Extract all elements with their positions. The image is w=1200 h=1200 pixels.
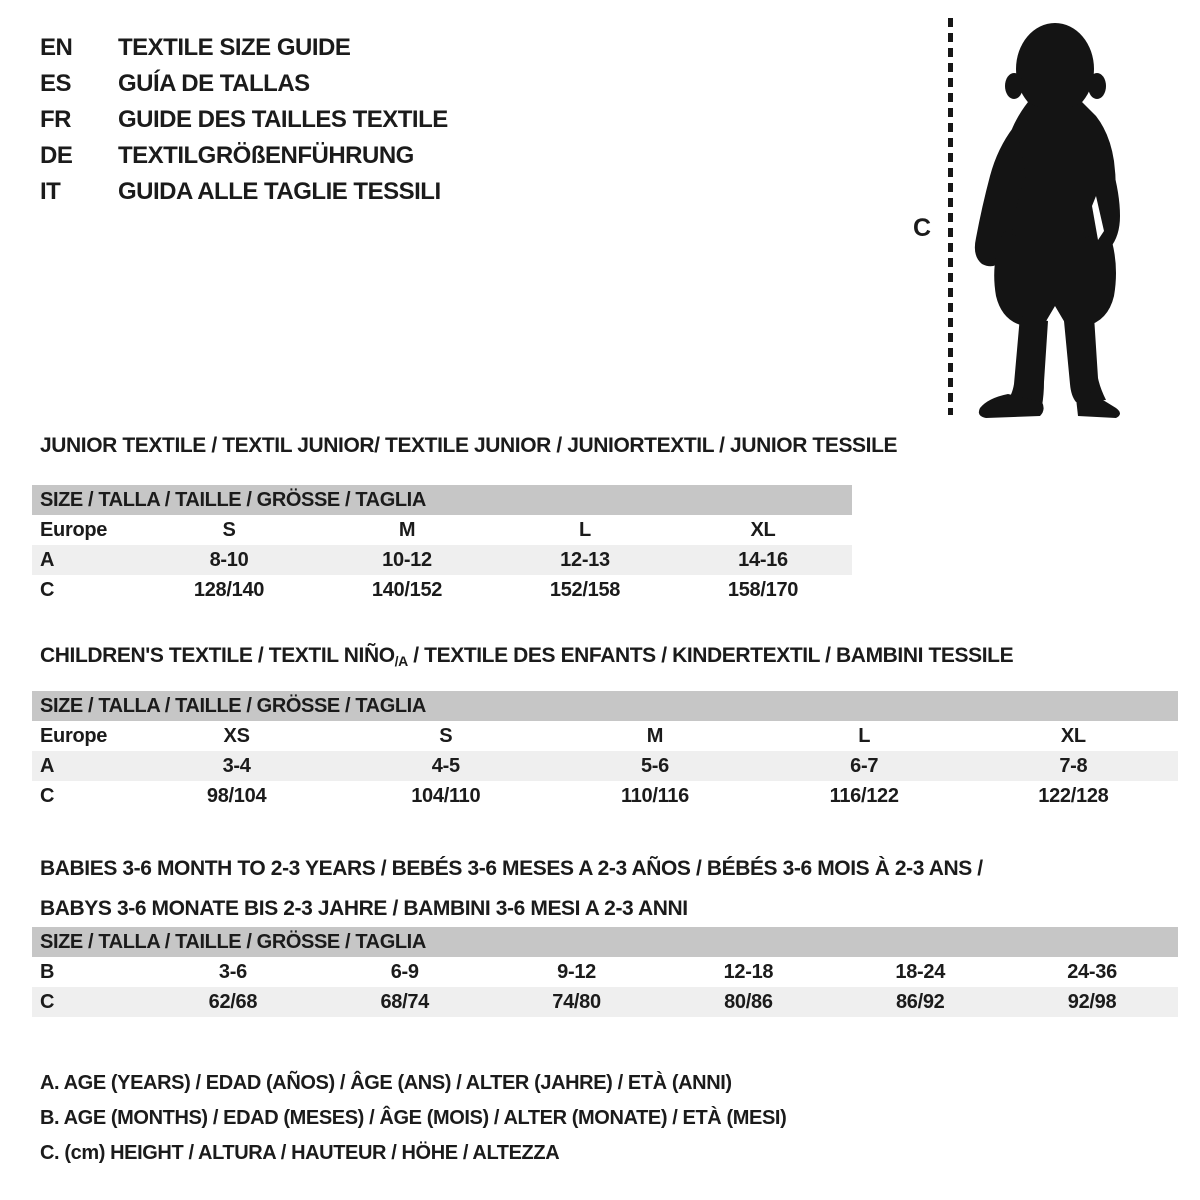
- language-title: TEXTILE SIZE GUIDE: [118, 34, 351, 61]
- table-row: [32, 575, 852, 605]
- table-row: [32, 987, 1178, 1017]
- language-title: GUÍA DE TALLAS: [118, 70, 310, 97]
- language-code: IT: [40, 178, 61, 205]
- height-measure-dashed-line: [948, 18, 953, 415]
- children-section-title: [40, 644, 1013, 668]
- legend-line-a: A. AGE (YEARS) / EDAD (AÑOS) / ÂGE (ANS) / ALTER (JAHRE) / ETÀ (ANNI): [40, 1072, 732, 1094]
- size-value-cell: XS: [223, 724, 250, 747]
- height-measure-label: C: [913, 214, 932, 242]
- size-value-cell: 158/170: [727, 578, 799, 601]
- size-value-cell: L: [858, 724, 871, 747]
- size-header-cell: SIZE / TALLA / TAILLE / GRÖSSE / TAGLIA: [32, 691, 1178, 721]
- size-value-cell: 3-4: [132, 751, 341, 781]
- language-code: DE: [40, 142, 73, 169]
- table-row: [32, 781, 1178, 811]
- size-value-cell: 74/80: [491, 987, 663, 1017]
- table-row: [32, 515, 852, 545]
- language-code: ES: [40, 70, 72, 97]
- legend-line-b: B. AGE (MONTHS) / EDAD (MESES) / ÂGE (MOIS) / ALTER (MONATE) / ETÀ (MESI): [40, 1107, 787, 1129]
- size-value-cell: S: [222, 518, 236, 541]
- size-value-cell: 140/152: [371, 578, 443, 601]
- language-code: FR: [40, 106, 71, 133]
- language-title: GUIDA ALLE TAGLIE TESSILI: [118, 178, 441, 205]
- row-label-cell: A: [32, 751, 132, 781]
- size-value-cell: 12-18: [723, 960, 774, 983]
- babies-section-title: [40, 849, 983, 929]
- row-label-cell: B: [40, 960, 55, 983]
- size-value-cell: 80/86: [662, 987, 834, 1017]
- measurement-legend: [40, 1066, 786, 1171]
- size-value-cell: 8-10: [140, 545, 318, 575]
- junior-section-title: JUNIOR TEXTILE / TEXTIL JUNIOR/ TEXTILE JUNIOR / JUNIORTEXTIL / JUNIOR TESSILE: [40, 434, 898, 457]
- table-row: [32, 751, 1178, 781]
- language-row-de: [40, 138, 448, 174]
- language-row-es: [40, 66, 448, 102]
- language-row-it: [40, 174, 448, 210]
- size-value-cell: 10-12: [318, 545, 496, 575]
- baby-silhouette-icon: [958, 16, 1148, 418]
- language-row-en: [40, 30, 448, 66]
- size-value-cell: 6-7: [760, 751, 969, 781]
- size-value-cell: M: [398, 518, 416, 541]
- size-value-cell: 92/98: [1006, 987, 1178, 1017]
- language-title: TEXTILGRÖßENFÜHRUNG: [118, 142, 414, 169]
- size-value-cell: 14-16: [674, 545, 852, 575]
- size-value-cell: XL: [1060, 724, 1086, 747]
- size-value-cell: 5-6: [550, 751, 759, 781]
- size-value-cell: XL: [750, 518, 776, 541]
- children-size-table: [32, 691, 1178, 811]
- size-value-cell: 12-13: [496, 545, 674, 575]
- language-code: EN: [40, 34, 73, 61]
- row-label-cell: C: [32, 987, 147, 1017]
- size-value-cell: 9-12: [557, 960, 596, 983]
- size-header-cell: SIZE / TALLA / TAILLE / GRÖSSE / TAGLIA: [32, 927, 1178, 957]
- size-value-cell: 110/116: [620, 784, 689, 807]
- babies-size-table: [32, 927, 1178, 1017]
- row-label-cell: Europe: [40, 518, 108, 541]
- babies-title-line1: BABIES 3-6 MONTH TO 2-3 YEARS / BEBÉS 3-6 MESES A 2-3 AÑOS / BÉBÉS 3-6 MOIS À 2-3 ANS /: [40, 857, 983, 880]
- language-list: [40, 30, 448, 210]
- size-value-cell: 62/68: [147, 987, 319, 1017]
- size-value-cell: S: [439, 724, 453, 747]
- size-value-cell: 24-36: [1067, 960, 1117, 983]
- children-title-suffix: / TEXTILE DES ENFANTS / KINDERTEXTIL / BAMBINI TESSILE: [407, 644, 1014, 667]
- children-title-prefix: CHILDREN'S TEXTILE / TEXTIL NIÑO: [40, 644, 395, 667]
- row-label-cell: C: [40, 784, 55, 807]
- size-value-cell: 4-5: [341, 751, 550, 781]
- size-header-cell: SIZE / TALLA / TAILLE / GRÖSSE / TAGLIA: [32, 485, 852, 515]
- table-row: [32, 957, 1178, 987]
- row-label-cell: Europe: [40, 724, 108, 747]
- size-value-cell: M: [646, 724, 664, 747]
- size-value-cell: L: [579, 518, 591, 541]
- row-label-cell: C: [40, 578, 55, 601]
- legend-line-c: C. (cm) HEIGHT / ALTURA / HAUTEUR / HÖHE / ALTEZZA: [40, 1142, 560, 1164]
- size-value-cell: 68/74: [319, 987, 491, 1017]
- junior-size-table: [32, 485, 852, 605]
- language-title: GUIDE DES TAILLES TEXTILE: [118, 106, 448, 133]
- size-value-cell: 122/128: [1038, 784, 1109, 807]
- size-value-cell: 152/158: [549, 578, 621, 601]
- size-value-cell: 98/104: [206, 784, 267, 807]
- size-value-cell: 3-6: [218, 960, 247, 983]
- table-row: [32, 545, 852, 575]
- size-value-cell: 18-24: [895, 960, 946, 983]
- size-value-cell: 104/110: [411, 784, 481, 807]
- table-row: [32, 721, 1178, 751]
- size-value-cell: 7-8: [969, 751, 1178, 781]
- size-value-cell: 6-9: [390, 960, 419, 983]
- children-title-subscript: /A: [394, 653, 408, 669]
- row-label-cell: A: [32, 545, 140, 575]
- size-value-cell: 86/92: [834, 987, 1006, 1017]
- language-row-fr: [40, 102, 448, 138]
- size-value-cell: 128/140: [193, 578, 265, 601]
- size-value-cell: 116/122: [829, 784, 899, 807]
- babies-title-line2: BABYS 3-6 MONATE BIS 2-3 JAHRE / BAMBINI 3-6 MESI A 2-3 ANNI: [40, 897, 688, 920]
